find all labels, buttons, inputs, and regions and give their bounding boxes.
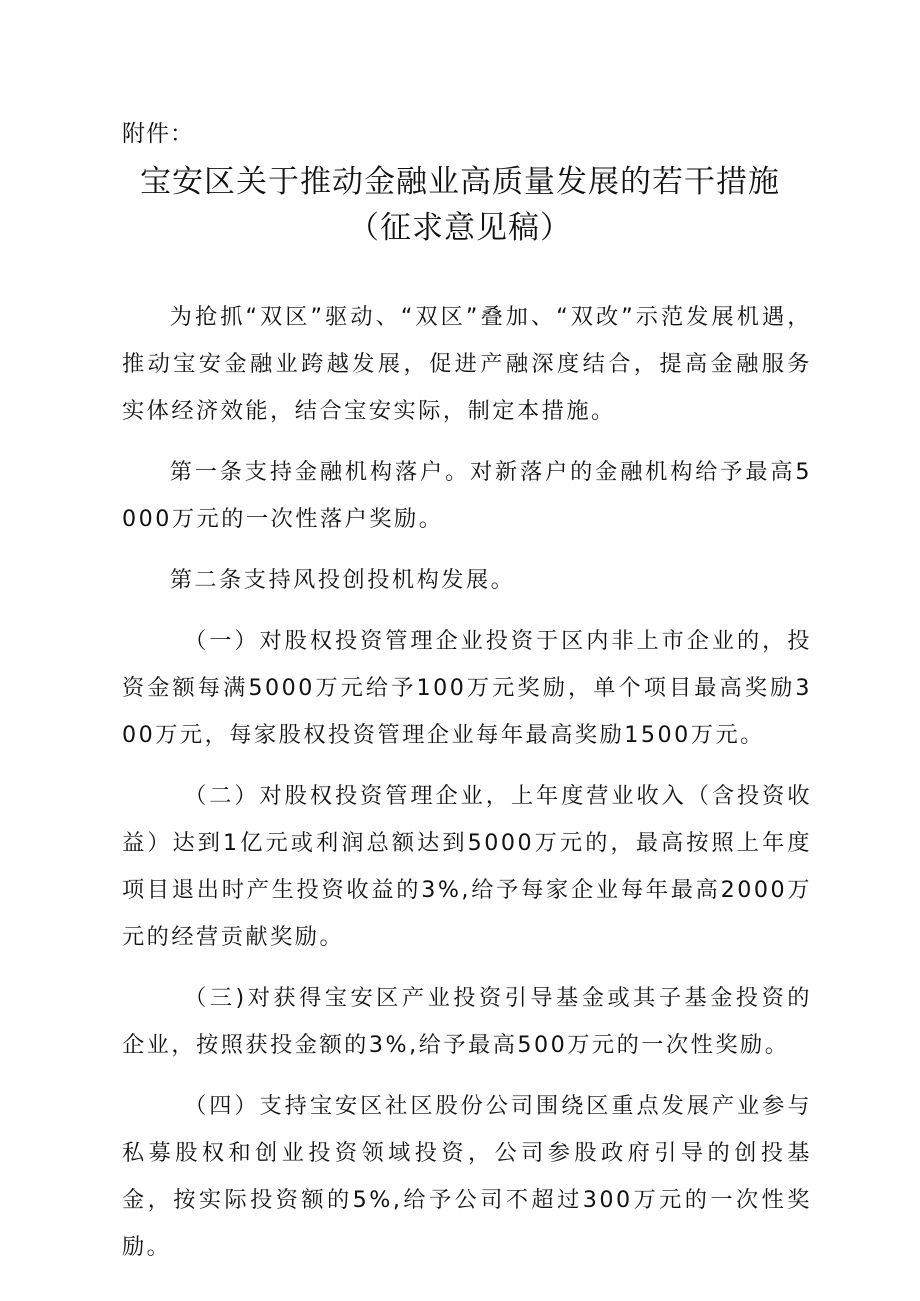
document-title: 宝安区关于推动金融业高质量发展的若干措施 [140,164,780,200]
article-2-item-2: （二）对股权投资管理企业，上年度营业收入（含投资收益）达到1亿元或利润总额达到5000万元的，最高按照上年度项目退出时产生投资收益的3%,给予每家企业每年最高2000万元的经营贡献奖励。 [122,783,812,950]
document-body [122,294,812,1285]
document-subtitle: （征求意见稿） [348,210,572,246]
article-2-item-3: （三)对获得宝安区产业投资引导基金或其子基金投资的企业，按照获投金额的3%,给予最高500万元的一次性奖励。 [122,985,812,1058]
article-1-paragraph: 第一条支持金融机构落户。对新落户的金融机构给予最高5000万元的一次性落户奖励。 [122,459,812,532]
intro-paragraph: 为抢抓“双区”驱动、“双区”叠加、“双改”示范发展机遇，推动宝安金融业跨越发展，促进产融深度结合，提高金融服务实体经济效能，结合宝安实际，制定本措施。 [122,304,812,424]
article-2-item-1: （一）对股权投资管理企业投资于区内非上市企业的，投资金额每满5000万元给予100万元奖励，单个项目最高奖励300万元，每家股权投资管理企业每年最高奖励1500万元。 [122,628,812,748]
article-2-heading: 第二条支持风投创投机构发展。 [169,567,516,593]
article-2-item-4: （四）支持宝安区社区股份公司围绕区重点发展产业参与私募股权和创业投资领域投资，公司参股政府引导的创投基金，按实际投资额的5%,给予公司不超过300万元的一次性奖励。 [122,1093,812,1260]
attachment-label: 附件： [122,121,194,147]
